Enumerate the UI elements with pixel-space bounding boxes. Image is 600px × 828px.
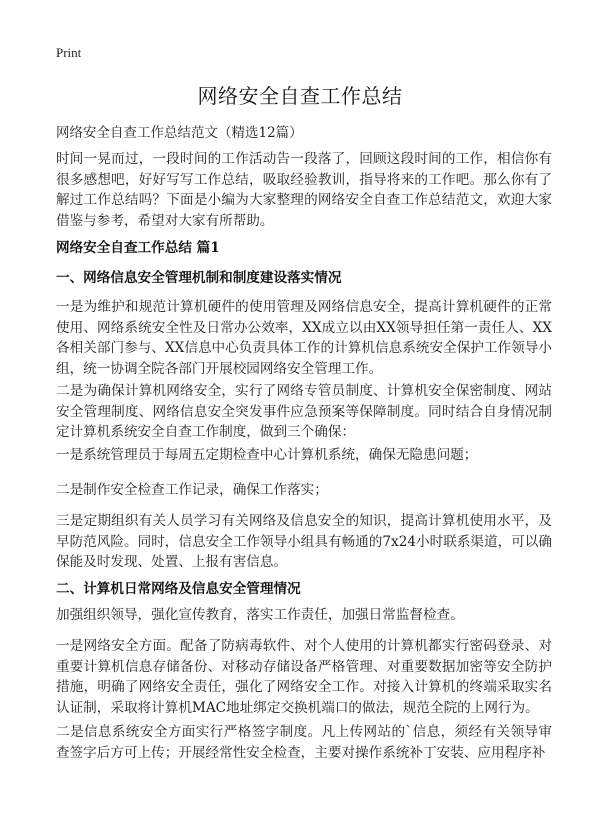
section2-paragraph-2: 一是网络安全方面。配备了防病毒软件、对个人使用的计算机都实行密码登录、对重要计算机信息存储备份、对移动存储设备严格管理、对重要数据加密等安全防护措施，明确了网络安全责任，强化了网络安全工作。对接入计算机的终端采取实名认证制，采取将计算机MAC地址绑定交换机端口的做法，规范全院的上网行为。 xyxy=(56,638,552,716)
print-label: Print xyxy=(56,45,82,60)
section2-heading: 二、计算机日常网络及信息安全管理情况 xyxy=(56,581,301,597)
document-title: 网络安全自查工作总结 xyxy=(197,84,403,108)
section1-paragraph-1: 一是为维护和规范计算机硬件的使用管理及网络信息安全，提高计算机硬件的正常使用、网络系统安全性及日常办公效率，XX成立以由XX领导担任第一责任人、XX各相关部门参与、XX信息中心负责具体工作的计算机信息系统安全保护工作领导小组，统一协调全院各部门开展校园网络安全管理工作。 xyxy=(56,299,552,377)
part-title: 网络安全自查工作总结 篇1 xyxy=(56,240,220,256)
document-subtitle: 网络安全自查工作总结范文（精选12篇） xyxy=(56,125,303,141)
section2-paragraph-1: 加强组织领导，强化宣传教育，落实工作责任，加强日常监督检查。 xyxy=(56,607,464,623)
section2-paragraph-3: 二是信息系统安全方面实行严格签字制度。凡上传网站的`信息，须经有关领导审查签字后方可上传；开展经常性安全检查，主要对操作系统补丁安装、应用程序补 xyxy=(56,724,552,761)
section1-heading: 一、网络信息安全管理机制和制度建设落实情况 xyxy=(56,270,342,286)
section1-paragraph-5: 三是定期组织有关人员学习有关网络及信息安全的知识，提高计算机使用水平，及早防范风险。同时，信息安全工作领导小组具有畅通的7x24小时联系渠道，可以确保能及时发现、处置、上报有害信息。 xyxy=(56,513,552,570)
section1-paragraph-4: 二是制作安全检查工作记录，确保工作落实； xyxy=(56,482,328,498)
section1-paragraph-2: 二是为确保计算机网络安全，实行了网络专管员制度、计算机安全保密制度、网站安全管理制度、网络信息安全突发事件应急预案等保障制度。同时结合自身情况制定计算机系统安全自查工作制度，做到三个确保： xyxy=(56,383,552,440)
section1-paragraph-3: 一是系统管理员于每周五定期检查中心计算机系统，确保无隐患问题； xyxy=(56,447,478,463)
intro-paragraph: 时间一晃而过，一段时间的工作活动告一段落了，回顾这段时间的工作，相信你有很多感想吧，好好写写工作总结，吸取经验教训，指导将来的工作吧。那么你有了解过工作总结吗？下面是小编为大家整理的网络安全自查工作总结范文，欢迎大家借鉴与参考，希望对大家有所帮助。 xyxy=(56,151,552,229)
